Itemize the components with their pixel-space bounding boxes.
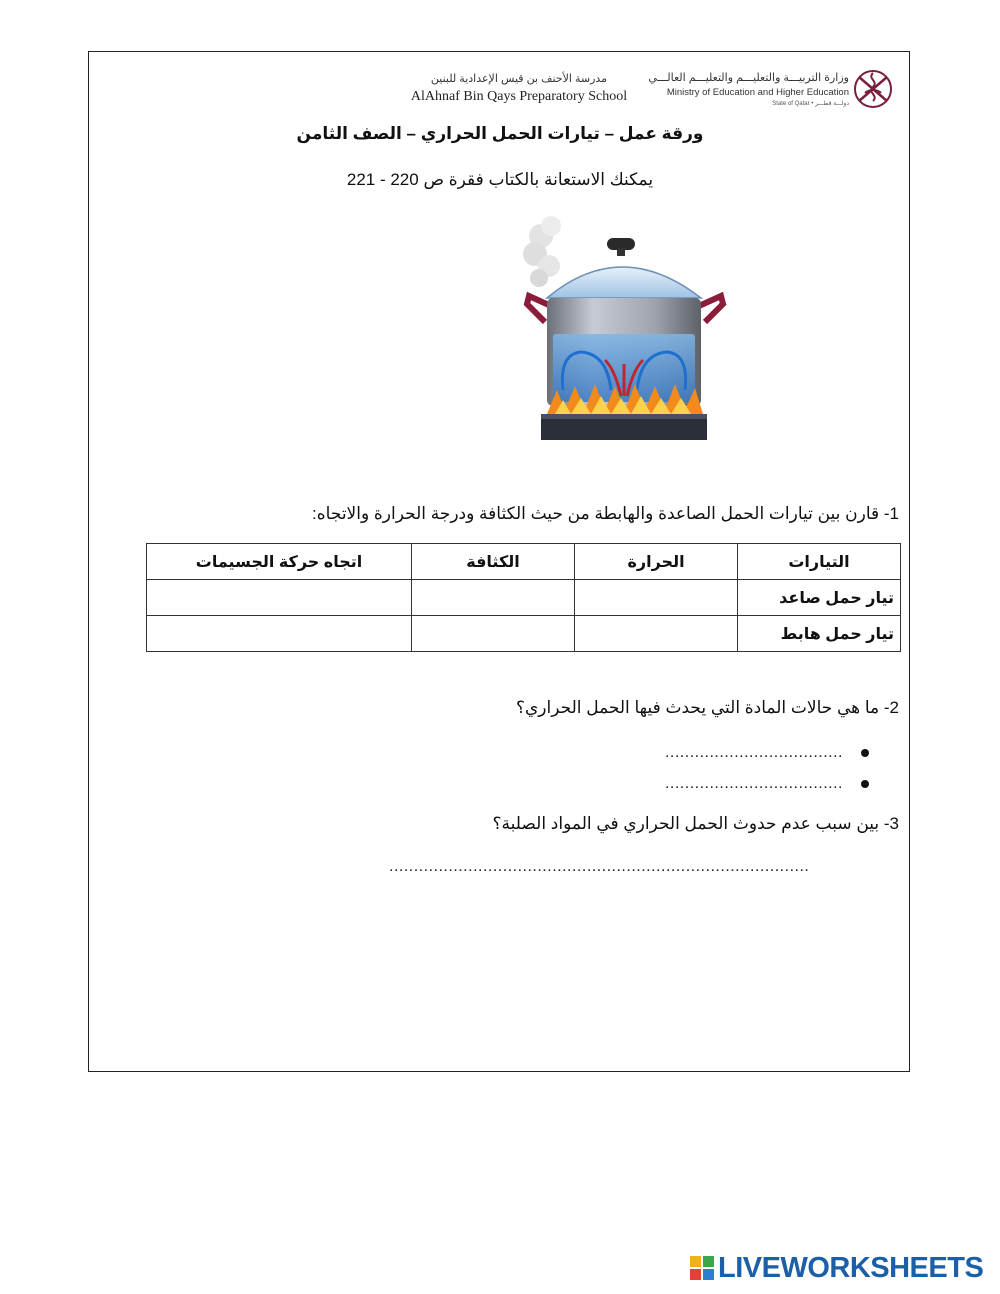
table-header: الحرارة (575, 544, 738, 580)
boiling-pot-illustration (519, 214, 729, 444)
answer-line-1[interactable] (665, 744, 869, 762)
table-header: اتجاه حركة الجسيمات (147, 544, 412, 580)
answer-blank: .................................... (664, 744, 843, 761)
worksheet-title: ورقة عمل – تيارات الحمل الحراري – الصف الثامن (296, 124, 704, 143)
answer-cell-temperature-sinking[interactable] (575, 616, 738, 652)
answer-cell-density-sinking[interactable] (412, 616, 575, 652)
row-label-rising-current: تيار حمل صاعد (738, 580, 901, 616)
question-2: 2- ما هي حالات المادة التي يحدث فيها الحمل الحراري؟ (515, 698, 899, 717)
answer-line-2[interactable] (665, 775, 869, 793)
liveworksheets-logo (690, 1252, 990, 1288)
table-row (147, 616, 901, 652)
table-header-row (147, 544, 901, 580)
worksheet-page (88, 51, 910, 1072)
school-name-english: AlAhnaf Bin Qays Preparatory School (410, 89, 628, 104)
logo-grid-icon (690, 1256, 714, 1280)
worksheet-subtitle: يمكنك الاستعانة بالكتاب فقرة ص 220 - 221 (346, 170, 654, 189)
ministry-logo (648, 67, 899, 112)
ministry-name-arabic: وزارة التربيـــة والتعليـــم والتعليـــم العالـــي (648, 72, 849, 84)
comparison-table (146, 543, 901, 652)
ministry-name-english: Ministry of Education and Higher Education (666, 87, 849, 98)
answer-blank: .................................... (664, 775, 843, 792)
ministry-state-label: State of Qatar • دولـــة قطـــر (772, 101, 849, 107)
answer-cell-direction-sinking[interactable] (147, 616, 412, 652)
qatar-emblem-icon (851, 67, 895, 111)
table-row (147, 580, 901, 616)
answer-cell-density-rising[interactable] (412, 580, 575, 616)
table-header: الكثافة (412, 544, 575, 580)
answer-cell-direction-rising[interactable] (147, 580, 412, 616)
answer-cell-temperature-rising[interactable] (575, 580, 738, 616)
brand-name: LIVEWORKSHEETS (718, 1252, 984, 1284)
school-name-arabic: مدرسة الأحنف بن قيس الإعدادية للبنين (430, 73, 608, 85)
bullet-icon (861, 749, 869, 757)
row-label-sinking-current: تيار حمل هابط (738, 616, 901, 652)
question-1: 1- قارن بين تيارات الحمل الصاعدة والهابطة من حيث الكثافة ودرجة الحرارة والاتجاه: (312, 504, 899, 523)
answer-line-3[interactable]: ..................................................................................... (389, 858, 810, 875)
bullet-icon (861, 780, 869, 788)
steam-icon (523, 216, 561, 287)
table-header: التيارات (738, 544, 901, 580)
question-3: 3- بين سبب عدم حدوث الحمل الحراري في المواد الصلبة؟ (492, 814, 899, 833)
